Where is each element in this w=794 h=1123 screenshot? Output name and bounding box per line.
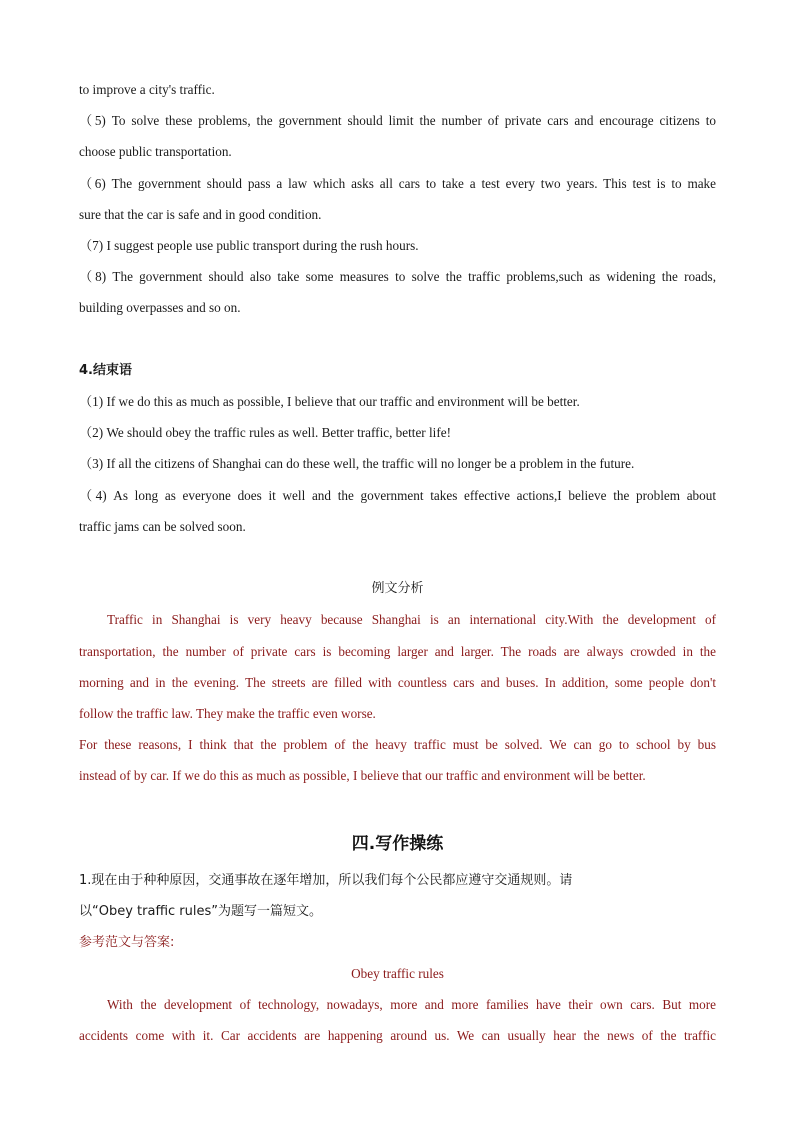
sample-paragraph-line: transportation, the number of private cars is becoming larger and larger. The roads are always crowded in the	[79, 644, 716, 659]
conclusion-4: （4) As long as everyone does it well and the government takes effective actions,I believe the problem about	[79, 488, 716, 503]
section-title-writing-practice: 四.写作操练	[351, 834, 444, 854]
sample-analysis-title: 例文分析	[371, 581, 424, 596]
sample-paragraph-line: For these reasons, I think that the problem of the heavy traffic must be solved. We can go to school by bus	[79, 737, 716, 752]
sentence-8: （8) The government should also take some measures to solve the traffic problems,such as widening the roads,	[79, 269, 716, 284]
sentence-6: （6) The government should pass a law which asks all cars to take a test every two years. This test is to make	[79, 176, 716, 191]
sentence-6-cont: sure that the car is safe and in good condition.	[79, 207, 322, 222]
section-heading-conclusion: 4.结束语	[79, 363, 132, 378]
sentence-5-cont: choose public transportation.	[79, 144, 232, 159]
essay-line: accidents come with it. Car accidents are happening around us. We can usually hear the news of the traffic	[79, 1028, 716, 1043]
sample-paragraph-line: Traffic in Shanghai is very heavy because Shanghai is an international city.With the development of	[107, 612, 716, 627]
conclusion-3: （3) If all the citizens of Shanghai can do these well, the traffic will no longer be a problem in the future.	[79, 456, 635, 471]
conclusion-1: （1) If we do this as much as possible, I believe that our traffic and environment will be better.	[79, 394, 580, 409]
sentence-7: （7) I suggest people use public transport during the rush hours.	[79, 238, 419, 253]
text-line: to improve a city's traffic.	[79, 82, 215, 97]
sample-paragraph-line: follow the traffic law. They make the traffic even worse.	[79, 706, 376, 721]
conclusion-4-cont: traffic jams can be solved soon.	[79, 519, 246, 534]
question-1-cont: 以“Obey traffic rules”为题写一篇短文。	[79, 904, 323, 919]
essay-title: Obey traffic rules	[351, 966, 444, 981]
sample-paragraph-line: morning and in the evening. The streets are filled with countless cars and buses. In addition, some people don't	[79, 675, 716, 690]
answer-label: 参考范文与答案:	[79, 935, 175, 950]
essay-line: With the development of technology, nowadays, more and more families have their own cars. But more	[107, 997, 716, 1012]
sentence-8-cont: building overpasses and so on.	[79, 300, 241, 315]
sentence-5: （5) To solve these problems, the government should limit the number of private cars and encourage citizens to	[79, 113, 716, 128]
question-1: 1.现在由于种种原因，交通事故在逐年增加，所以我们每个公民都应遵守交通规则。请	[79, 873, 573, 888]
conclusion-2: （2) We should obey the traffic rules as well. Better traffic, better life!	[79, 425, 451, 440]
sample-paragraph-line: instead of by car. If we do this as much as possible, I believe that our traffic and environment will be better.	[79, 768, 646, 783]
